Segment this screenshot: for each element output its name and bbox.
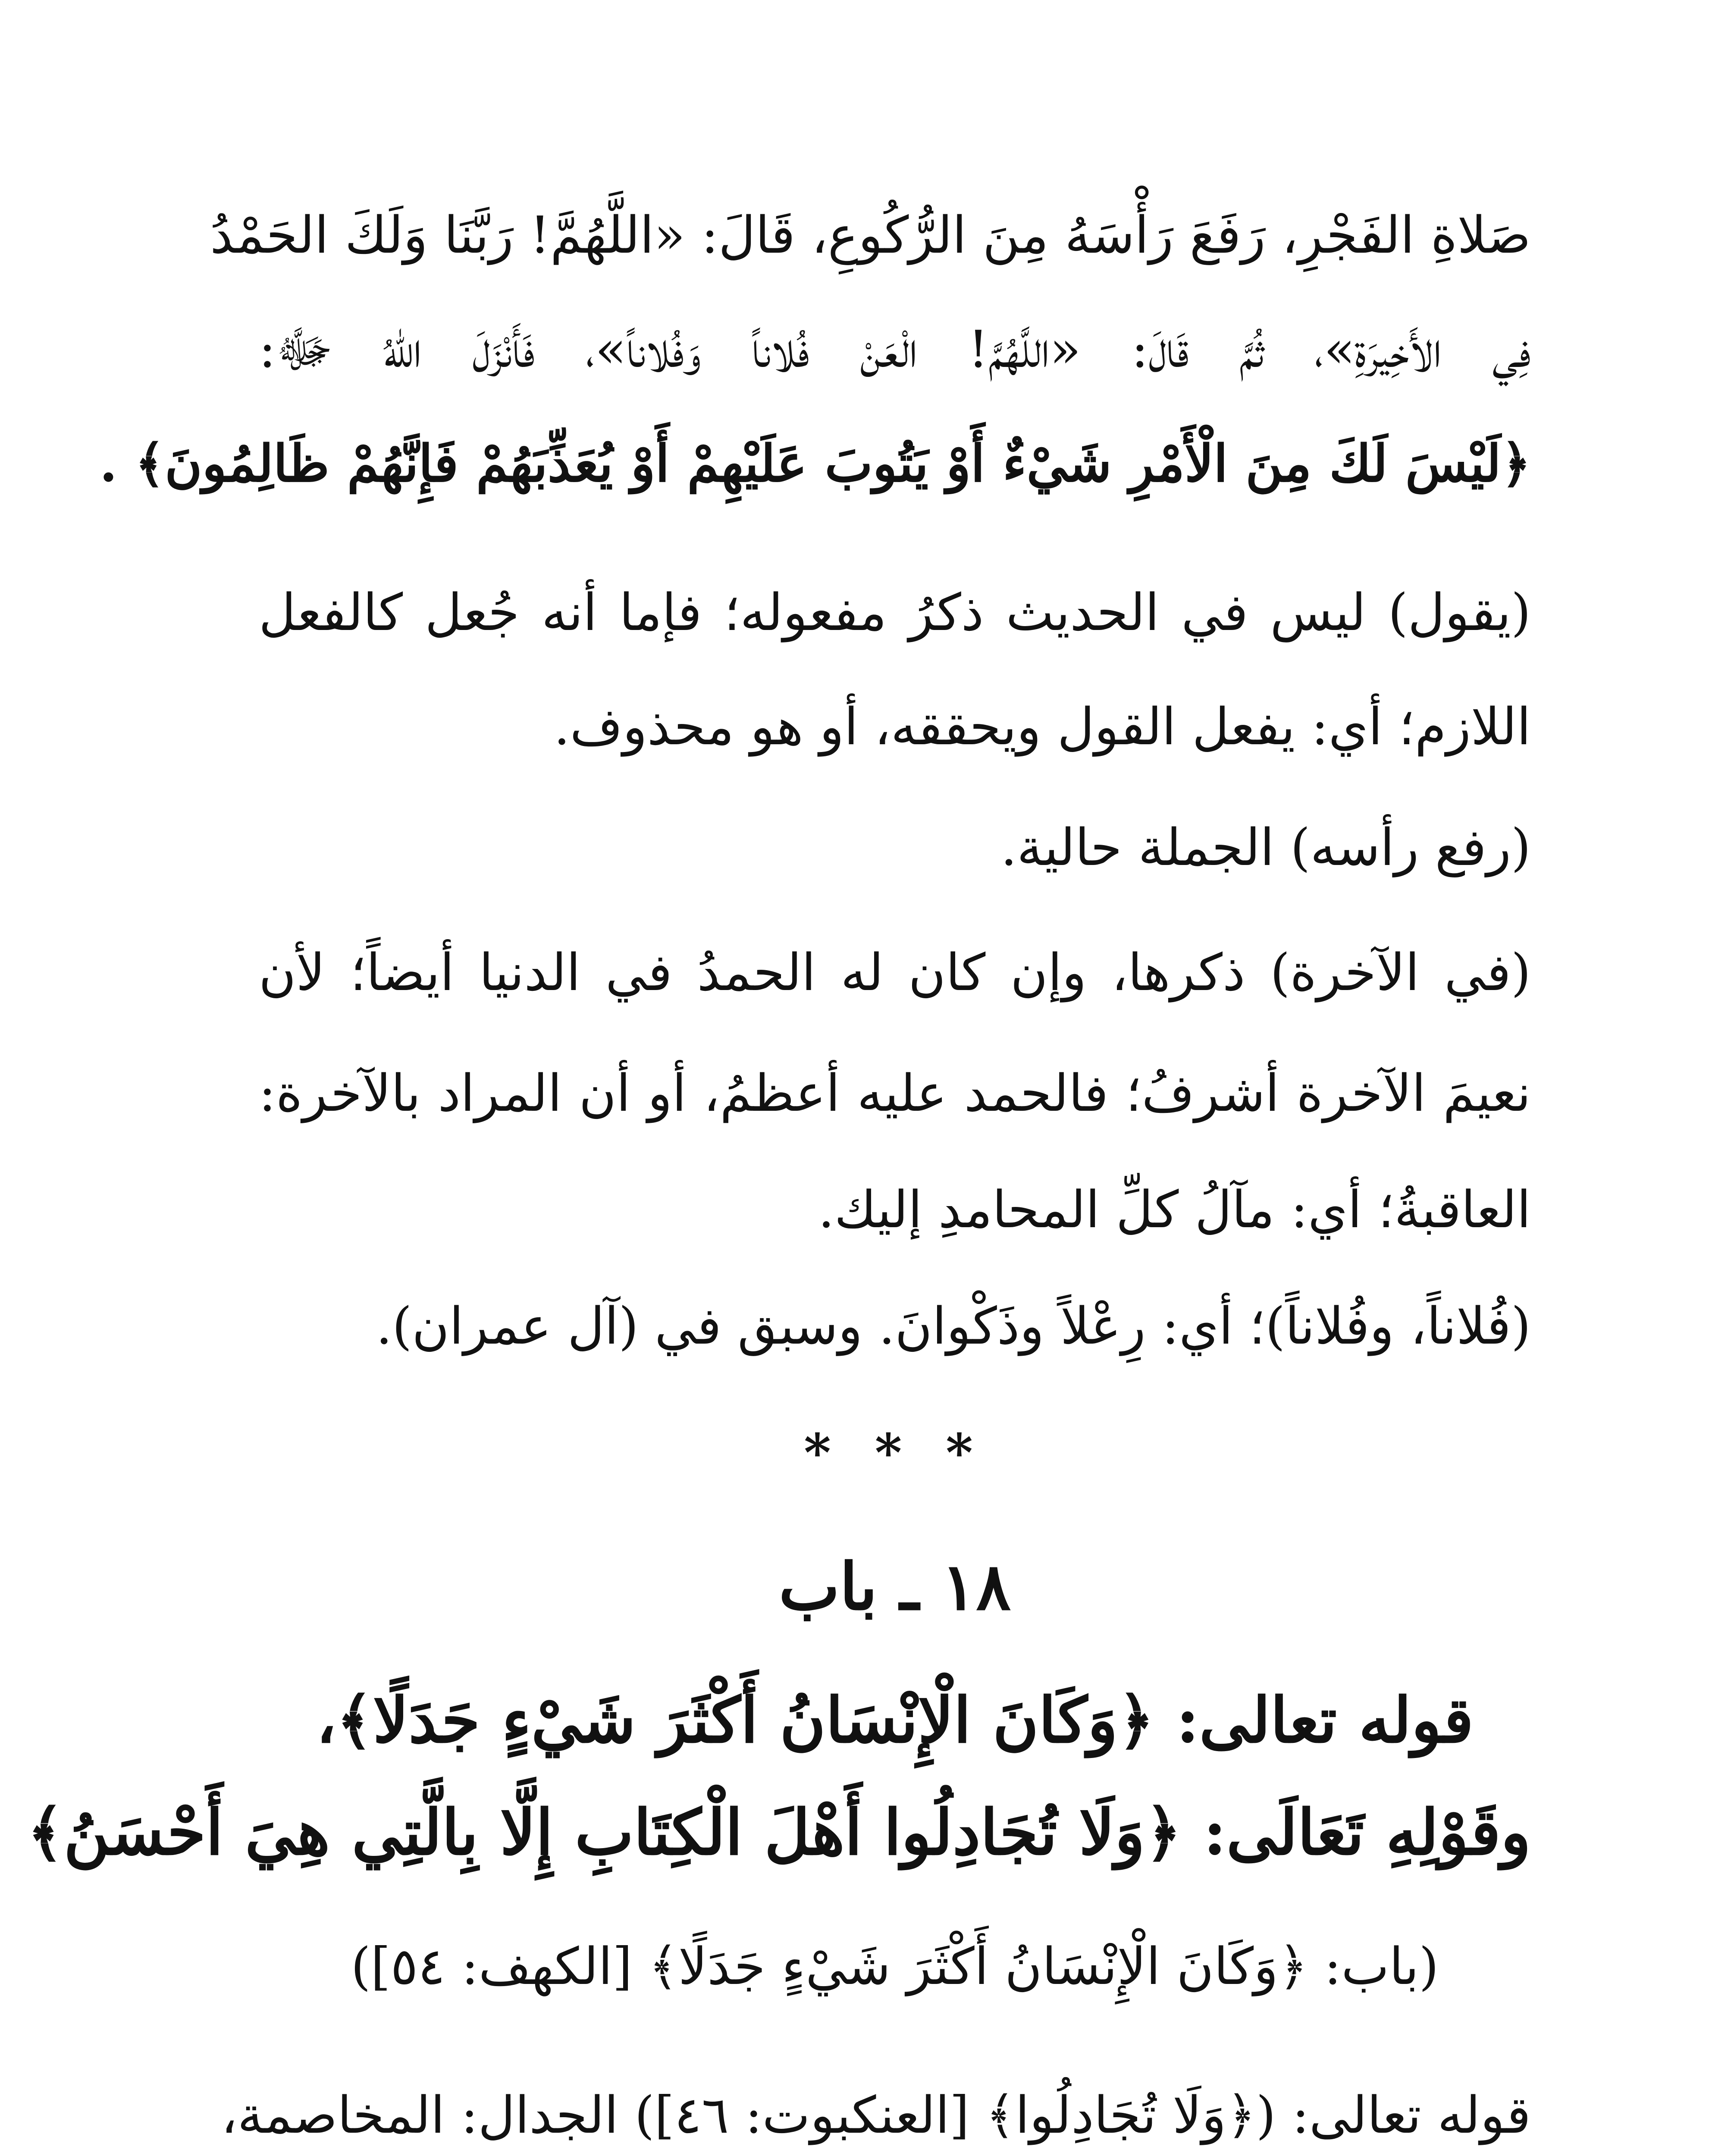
hadith-line-1: صَلاةِ الفَجْرِ، رَفَعَ رَأْسَهُ مِنَ الرُّكُوعِ، قَالَ: «اللَّهُمَّ! رَبَّنَا وَلَكَ الحَمْدُ [210, 205, 1531, 265]
commentary-line-3: (رفع رأسه) الجملة حالية. [1000, 818, 1531, 877]
commentary-line-5: نعيمَ الآخرة أشرفُ؛ فالحمد عليه أعظمُ، أو أن المراد بالآخرة: [259, 1063, 1531, 1123]
commentary-line-2: اللازم؛ أي: يفعل القول ويحققه، أو هو محذوف. [554, 697, 1531, 756]
commentary-line-1: (يقول) ليس في الحديث ذكرُ مفعوله؛ فإما أنه جُعل كالفعل [259, 583, 1531, 642]
chapter-title-line-2: وقَوْلِهِ تَعَالَى: ﴿وَلَا تُجَادِلُوا أَهْلَ الْكِتَابِ إِلَّا بِالَّتِي هِيَ أَحْسَنُ﴾ [27, 1796, 1531, 1869]
quran-verse-line: ﴿لَيْسَ لَكَ مِنَ الْأَمْرِ شَيْءٌ أَوْ يَتُوبَ عَلَيْهِمْ أَوْ يُعَذِّبَهُمْ فَإِنَّهُمْ ظَالِمُونَ﴾ . [99, 433, 1531, 493]
section-separator-stars: * * * [804, 1423, 986, 1483]
chapter-title-line-1: قوله تعالى: ﴿وَكَانَ الْإِنْسَانُ أَكْثَرَ شَيْءٍ جَدَلًا﴾، [316, 1684, 1474, 1757]
commentary-line-6: العاقبةُ؛ أي: مآلُ كلِّ المحامدِ إليك. [818, 1180, 1531, 1239]
commentary-line-4: (في الآخرة) ذكرها، وإن كان له الحمدُ في الدنيا أيضاً؛ لأن [259, 943, 1531, 1002]
chapter-number-heading: ١٨ ـ باب [778, 1549, 1011, 1625]
commentary-line-7: (فُلاناً، وفُلاناً)؛ أي: رِعْلاً وذَكْوانَ. وسبق في (آل عمران). [376, 1296, 1531, 1356]
hadith-line-2: فِي الأَخِيرَةِ»، ثُمَّ قَالَ: «اللَّهُمَّ! الْعَنْ فُلاناً وَفُلاناً»، فَأَنْزَلَ اللهُ ﷻ: [259, 320, 1531, 379]
chapter-subtitle: (باب: ﴿وَكَانَ الْإِنْسَانُ أَكْثَرَ شَيْءٍ جَدَلًا﴾ [الكهف: ٥٤]) [351, 1937, 1439, 1996]
explanation-line-1: قوله تعالى: (﴿وَلَا تُجَادِلُوا﴾ [العنكبوت: ٤٦]) الجدال: المخاصمة، [221, 2085, 1531, 2145]
